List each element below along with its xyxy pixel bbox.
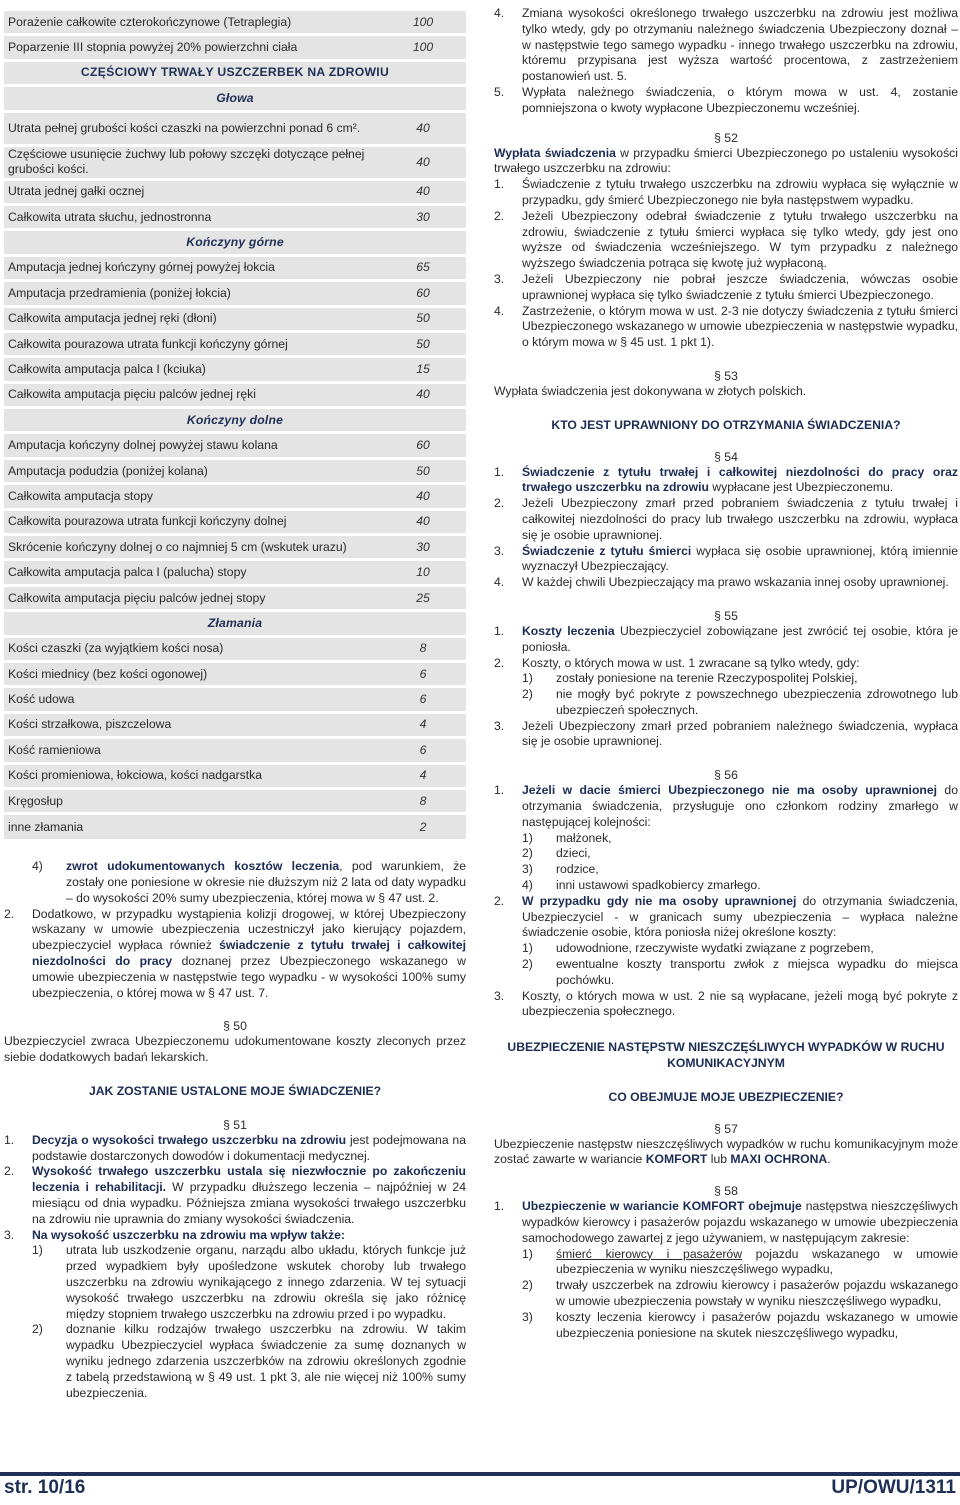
table-cell-label: Amputacja jednej kończyny górnej powyżej łokcia: [4, 255, 408, 280]
table-cell-value: 6: [408, 738, 466, 763]
table-cell-label: inne złamania: [4, 814, 408, 839]
table-cell-label: Kość ramieniowa: [4, 738, 408, 763]
table-row: [4, 585, 466, 610]
list-item: 2) doznanie kilku rodzajów trwałego uszczerbku na zdrowiu. W takim wypadku Ubezpieczyciel wypłaca świadczenie za sumę doznanych w wyniku jednego zdarzenia uszczerbków na zdrowiu określonych zgodnie z tabelą przedstawioną w § 49 ust. 1 pkt 3, ale nie więcej niż 100% sumy ubezpieczenia.: [32, 1322, 466, 1400]
table-row: [4, 687, 466, 712]
table-row: [4, 814, 466, 839]
table-cell-value: 60: [408, 433, 466, 458]
list-item: 2. Dodatkowo, w przypadku wystąpienia kolizji drogowej, w której Ubezpieczony wskazany w umowie ubezpieczenia uczestniczył jako kierujący pojazdem, ubezpieczyciel wypłaca również świadczenie z tytułu trwałej i całkowitej niezdolności do pracy doznanej przez Ubezpieczonego wskazanego w umowie ubezpieczenia w następstwie tego wypadku - w wysokości 100% sumy ubezpieczenia, o której mowa w § 47 ust. 7.: [4, 906, 466, 1000]
table-cell-value: 100: [408, 35, 466, 60]
list-item: 3. Koszty, o których mowa w ust. 2 nie są wypłacane, jeżeli mogą być pokryte z ubezpieczenia społecznego.: [494, 988, 958, 1019]
list-item: 4) inni ustawowi spadkobiercy zmarłego.: [522, 878, 761, 893]
table-cell-label: Kość udowa: [4, 687, 408, 712]
table-cell-value: 50: [408, 306, 466, 331]
left-column: [4, 8, 466, 1401]
table-cell-label: Kości promieniowa, łokciowa, kości nadgarstka: [4, 763, 408, 788]
page-footer: [0, 1472, 960, 1505]
table-cell-value: 100: [408, 10, 466, 35]
list-item: 3. Jeżeli Ubezpieczony nie pobrał jeszcze świadczenia, wówczas osobie uprawnionej wypłaca się tylko świadczenie z tytułu śmierci Ubezpieczonego.: [494, 271, 958, 302]
table-cell-value: 40: [408, 111, 466, 145]
list-item: 2. W przypadku gdy nie ma osoby uprawnionej do otrzymania świadczenia, Ubezpieczyciel - w granicach sumy ubezpieczenia – wypłaca należne świadczenie osobie, która poniosła niżej określone koszty:: [494, 893, 959, 940]
table-cell-label: Poparzenie III stopnia powyżej 20% powierzchni ciała: [4, 35, 408, 60]
list-item: 3. Na wysokość uszczerbku na zdrowiu ma wpływ także:: [4, 1227, 345, 1242]
table-cell-label: Całkowita amputacja stopy: [4, 484, 408, 509]
table-cell-value: 2: [408, 814, 466, 839]
list-item: 2. Jeżeli Ubezpieczony zmarł przed pobraniem świadczenia z tytułu trwałej i całkowitej niezdolności do pracy lub trwałego uszczerbku na zdrowiu, wypłaca się je osobie uprawnionej.: [494, 496, 958, 542]
table-cell-label: Całkowita amputacja palca I (kciuka): [4, 357, 408, 382]
table-cell-label: Amputacja kończyny dolnej powyżej stawu kolana: [4, 433, 408, 458]
table-cell-value: 25: [408, 585, 466, 610]
table-cell-value: 10: [408, 560, 466, 585]
table-cell-value: 40: [408, 484, 466, 509]
table-row: [4, 204, 466, 229]
table-cell-value: 50: [408, 458, 466, 483]
paragraph-text: Ubezpieczyciel zwraca Ubezpieczonemu udokumentowane koszty zleconych przez siebie dodatkowych badań lekarskich.: [4, 1034, 466, 1065]
table-row: [4, 382, 466, 407]
table-cell-label: Kości czaszki (za wyjątkiem kości nosa): [4, 636, 408, 661]
paragraph-number: § 50: [223, 1019, 247, 1034]
table-cell-label: Utrata pełnej grubości kości czaszki na powierzchni ponad 6 cm².: [4, 111, 408, 145]
table-cell-value: 8: [408, 636, 466, 661]
table-row: [4, 10, 466, 35]
paragraph-number: § 55: [714, 608, 738, 623]
left-text: [4, 859, 466, 1401]
paragraph-number: § 57: [714, 1121, 738, 1136]
table-cell-value: 40: [408, 145, 466, 179]
table-cell-label: Utrata jednej gałki ocznej: [4, 179, 408, 204]
list-item: 1. Świadczenie z tytułu trwałej i całkowitej niezdolności do pracy oraz trwałego uszczerbku na zdrowiu wypłacane jest Ubezpieczonemu.: [494, 464, 958, 495]
paragraph-number: § 53: [714, 368, 738, 383]
table-cell-label: Amputacja przedramienia (poniżej łokcia): [4, 281, 408, 306]
list-item: 1) małżonek,: [522, 830, 612, 845]
table-row: [4, 86, 466, 111]
list-item: 2. Wysokość trwałego uszczerbku ustala się niezwłocznie po zakończeniu leczenia i rehabilitacji. W przypadku dłuższego leczenia – najpóźniej w 24 miesiącu od dnia wypadku. Późniejsza zmiana wysokości trwałego uszczerbku na zdrowiu nie uprawnia do zmiany wysokości świadczenia.: [4, 1164, 466, 1226]
table-section-heading: Złamania: [4, 611, 466, 636]
table-cell-value: 8: [408, 788, 466, 813]
table-row: [4, 611, 466, 636]
table-section-heading: Kończyny dolne: [4, 408, 466, 433]
right-column: [494, 6, 958, 1341]
table-main-heading: CZĘŚCIOWY TRWAŁY USZCZERBEK NA ZDROWIU: [4, 60, 466, 85]
table-cell-label: Całkowita amputacja pięciu palców jednej stopy: [4, 585, 408, 610]
list-item: 2) nie mogły być pokryte z powszechnego ubezpieczenia zdrowotnego lub ubezpieczeń społecznych.: [522, 687, 958, 717]
section-heading: UBEZPIECZENIE NASTĘPSTW NIESZCZĘŚLIWYCH WYPADKÓW W RUCHU KOMUNIKACYJNYM: [507, 1040, 945, 1071]
list-item: 1. Jeżeli w dacie śmierci Ubezpieczonego nie ma osoby uprawnionej do otrzymania świadczenia, przysługuje ono członkom rodziny zmarłego w następującej kolejności:: [494, 783, 958, 829]
table-cell-value: 4: [408, 712, 466, 737]
list-item: 2. Koszty, o których mowa w ust. 1 zwracane są tylko wtedy, gdy:: [494, 655, 860, 670]
table-cell-value: 50: [408, 331, 466, 356]
table-cell-label: Kręgosłup: [4, 788, 408, 813]
list-item: 1) udowodnione, rzeczywiste wydatki związane z pogrzebem,: [522, 941, 874, 956]
list-item: 5. Wypłata należnego świadczenia, o którym mowa w ust. 4, zostanie pomniejszona o kwoty wypłacone Ubezpieczonemu wcześniej.: [494, 84, 958, 115]
table-cell-label: Całkowita amputacja jednej ręki (dłoni): [4, 306, 408, 331]
list-item: 2) trwały uszczerbek na zdrowiu kierowcy i pasażerów pojazdu wskazanego w umowie ubezpieczenia powstały w wyniku nieszczęśliwego wypadku,: [522, 1278, 958, 1308]
table-row: [4, 281, 466, 306]
table-row: [4, 738, 466, 763]
table-cell-value: 4: [408, 763, 466, 788]
table-cell-value: 65: [408, 255, 466, 280]
list-item: 3) rodzice,: [522, 862, 599, 877]
table-cell-label: Porażenie całkowite czterokończynowe (Tetraplegia): [4, 10, 408, 35]
section-heading: CO OBEJMUJE MOJE UBEZPIECZENIE?: [608, 1089, 844, 1104]
table-cell-value: 6: [408, 661, 466, 686]
list-item: 1) utrata lub uszkodzenie organu, narządu albo układu, których funkcje już przed wypadkiem były upośledzone wskutek choroby lub trwałego uszczerbku na zdrowiu wynikającego z innego zdarzenia. W tej sytuacji wysokość trwałego uszczerbku na zdrowiu określa się jako różnicę między stopniem trwałego uszczerbku na zdrowiu przed i po wypadku.: [32, 1243, 466, 1321]
table-cell-value: 40: [408, 179, 466, 204]
paragraph-number: § 58: [714, 1184, 738, 1199]
list-item: 3. Jeżeli Ubezpieczony zmarł przed pobraniem należnego świadczenia, wypłaca się je osobie uprawnionej.: [494, 718, 958, 749]
table-row: [4, 35, 466, 60]
paragraph-number: § 56: [714, 768, 738, 783]
paragraph-number: § 51: [223, 1117, 247, 1132]
list-item: 4. Zmiana wysokości określonego trwałego uszczerbku na zdrowiu jest możliwa tylko wtedy, gdy po otrzymaniu należnego świadczenia Ubezpieczony doznał – w następstwie tego samego wypadku - innego trwałego uszczerbku na zdrowiu, któremu przypisana jest wyższa wartość procentowa, z zastrzeżeniem postanowień ust. 5.: [494, 6, 958, 84]
table-row: [4, 306, 466, 331]
list-item: 3. Świadczenie z tytułu śmierci wypłaca się osobie uprawnionej, którą imiennie wyznaczył Ubezpieczający.: [494, 543, 958, 574]
table-cell-label: Częściowe usunięcie żuchwy lub połowy szczęki dotyczące pełnej grubości kości.: [4, 145, 408, 179]
table-row: [4, 661, 466, 686]
list-item: 3) koszty leczenia kierowcy i pasażerów pojazdu wskazanego w umowie ubezpieczenia poniesione na skutek nieszczęśliwego wypadku,: [522, 1309, 958, 1340]
table-cell-value: 30: [408, 204, 466, 229]
table-cell-label: Kości miednicy (bez kości ogonowej): [4, 661, 408, 686]
list-item: 2) dzieci,: [522, 846, 591, 861]
table-cell-value: 40: [408, 382, 466, 407]
list-item: 1. Koszty leczenia Ubezpieczyciel zobowiązane jest zwrócić tej osobie, która je poniosła.: [494, 623, 958, 654]
table-cell-label: Kości strzałkowa, piszczelowa: [4, 712, 408, 737]
paragraph-text: Ubezpieczenie następstw nieszczęśliwych wypadków w ruchu komunikacyjnym może zostać zawarte w wariancie KOMFORT lub MAXI OCHRONA.: [494, 1136, 958, 1167]
document-code: UP/OWU/1311: [831, 1477, 956, 1498]
table-row: [4, 408, 466, 433]
table-section-heading: Głowa: [4, 86, 466, 111]
table-row: [4, 145, 466, 179]
page-number: str. 10/16: [4, 1477, 86, 1498]
section-heading: KTO JEST UPRAWNIONY DO OTRZYMANIA ŚWIADCZENIA?: [551, 417, 901, 432]
injury-table: [4, 8, 466, 839]
paragraph-text: Wypłata świadczenia jest dokonywana w złotych polskich.: [494, 383, 807, 398]
table-cell-value: 15: [408, 357, 466, 382]
table-row: [4, 560, 466, 585]
list-item: 1. Ubezpieczenie w wariancie KOMFORT obejmuje następstwa nieszczęśliwych wypadków kierowcy i pasażerów pojazdu wskazanego w umowie ubezpieczenia samochodowego zawartej z jego używaniem, w następującym zakresie:: [494, 1199, 958, 1245]
table-cell-label: Całkowita pourazowa utrata funkcji kończyny górnej: [4, 331, 408, 356]
table-cell-value: 6: [408, 687, 466, 712]
list-item: 4) zwrot udokumentowanych kosztów leczenia, pod warunkiem, że zostały one poniesione w okresie nie dłuższym niż 2 lata od daty wypadku – do wysokości 20% sumy ubezpieczenia, której mowa w § 47 ust. 2.: [32, 859, 466, 905]
list-item: 2. Jeżeli Ubezpieczony odebrał świadczenie z tytułu trwałego uszczerbku na zdrowiu, świadczenie z tytułu śmierci wypłaca się tylko wtedy, gdy jest ono wyższe od świadczenia wcześniejszego. W tym przypadku z należnego wyższego świadczenia potrąca się kwotę już wypłaconą.: [494, 208, 958, 271]
table-cell-label: Całkowita utrata słuchu, jednostronna: [4, 204, 408, 229]
list-item: 1) zostały poniesione na terenie Rzeczypospolitej Polskiej,: [522, 671, 858, 686]
table-cell-label: Amputacja podudzia (poniżej kolana): [4, 458, 408, 483]
list-item: 4. W każdej chwili Ubezpieczający ma prawo wskazania innej osoby uprawnionej.: [494, 575, 949, 590]
table-row: [4, 230, 466, 255]
table-cell-value: 30: [408, 535, 466, 560]
table-row: [4, 433, 466, 458]
list-item: 2) ewentualne koszty transportu zwłok z miejsca wypadku do miejsca pochówku.: [522, 957, 958, 987]
table-row: [4, 179, 466, 204]
table-cell-label: Całkowita amputacja palca I (palucha) stopy: [4, 560, 408, 585]
table-cell-value: 40: [408, 509, 466, 534]
table-section-heading: Kończyny górne: [4, 230, 466, 255]
list-item: 1) śmierć kierowcy i pasażerów pojazdu wskazanego w umowie ubezpieczenia w wyniku nieszczęśliwego wypadku,: [522, 1246, 958, 1277]
table-row: [4, 458, 466, 483]
table-row: [4, 636, 466, 661]
table-cell-label: Skrócenie kończyny dolnej o co najmniej 5 cm (wskutek urazu): [4, 535, 408, 560]
table-row: [4, 357, 466, 382]
table-row: [4, 763, 466, 788]
footer-divider: [0, 1472, 960, 1476]
table-row: [4, 111, 466, 145]
section-heading: JAK ZOSTANIE USTALONE MOJE ŚWIADCZENIE?: [88, 1083, 382, 1098]
table-row: [4, 255, 466, 280]
table-row: [4, 535, 466, 560]
list-item: 4. Zastrzeżenie, o którym mowa w ust. 2-3 nie dotyczy świadczenia z tytułu śmierci Ubezpieczonego wskazanego w umowie ubezpieczenia w następstwie wypadku, o którym mowa w § 45 ust. 1 pkt 1).: [494, 303, 958, 350]
paragraph-number: § 52: [714, 130, 738, 145]
table-row: [4, 509, 466, 534]
paragraph-number: § 54: [714, 449, 738, 464]
table-cell-value: 60: [408, 281, 466, 306]
table-row: [4, 484, 466, 509]
list-item: 1. Decyzja o wysokości trwałego uszczerbku na zdrowiu jest podejmowana na podstawie dostarczonych dowodów i dokumentacji medycznej.: [4, 1132, 466, 1163]
table-cell-label: Całkowita pourazowa utrata funkcji kończyny dolnej: [4, 509, 408, 534]
table-cell-label: Całkowita amputacja pięciu palców jednej ręki: [4, 382, 408, 407]
list-item: 1. Świadczenie z tytułu trwałego uszczerbku na zdrowiu wypłaca się wyłącznie w przypadku, gdy śmierć Ubezpieczonego nie była następstwem wypadku.: [494, 177, 958, 207]
table-row: [4, 788, 466, 813]
table-row: [4, 712, 466, 737]
table-row: [4, 331, 466, 356]
paragraph-text: Wypłata świadczenia w przypadku śmierci Ubezpieczonego po ustaleniu wysokości trwałego uszczerbku na zdrowiu:: [494, 145, 958, 176]
table-row: [4, 60, 466, 85]
